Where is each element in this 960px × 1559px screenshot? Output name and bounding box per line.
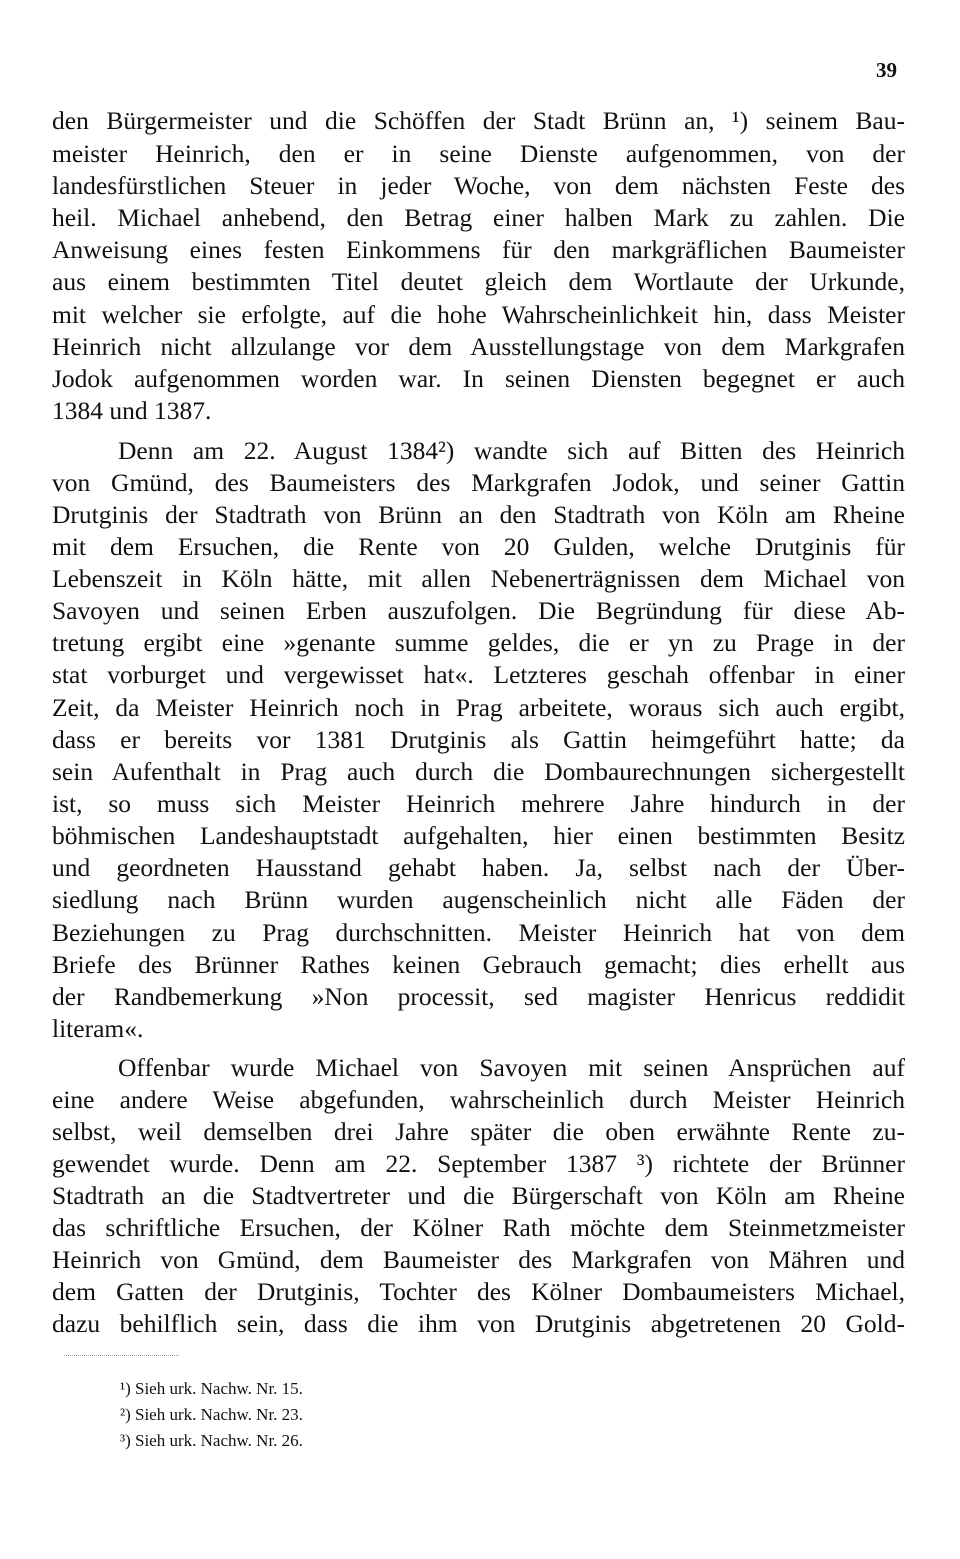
text-line: gewendet wurde. Denn am 22. September 1387 ³) richtete der Brünner (52, 1149, 905, 1178)
text-line: das schriftliche Ersuchen, der Kölner Rath möchte dem Steinmetzmeister (52, 1213, 905, 1242)
text-line: dazu behilflich sein, dass die ihm von Drutginis abgetretenen 20 Gold- (52, 1309, 905, 1338)
text-line: Anweisung eines festen Einkommens für den markgräflichen Baumeister (52, 235, 905, 264)
text-line: Heinrich von Gmünd, dem Baumeister des Markgrafen von Mähren und (52, 1245, 905, 1274)
text-line: landesfürstlichen Steuer in jeder Woche, von dem nächsten Feste des (52, 171, 905, 200)
text-line: tretung ergibt eine »genante summe geldes, die er yn zu Prage in der (52, 628, 905, 657)
footnote: ³) Sieh urk. Nachw. Nr. 26. (120, 1431, 303, 1450)
text-line: Briefe des Brünner Rathes keinen Gebrauch gemacht; dies erhellt aus (52, 950, 905, 979)
text-line: Denn am 22. August 1384²) wandte sich auf Bitten des Heinrich (118, 436, 905, 465)
page-number: 39 (876, 58, 897, 82)
text-line: Zeit, da Meister Heinrich noch in Prag arbeitete, woraus sich auch ergibt, (52, 693, 905, 722)
text-line: Heinrich nicht allzulange vor dem Ausstellungstage von dem Markgrafen (52, 332, 905, 361)
text-line: aus einem bestimmten Titel deutet gleich dem Wortlaute der Urkunde, (52, 267, 905, 296)
footnote: ¹) Sieh urk. Nachw. Nr. 15. (120, 1379, 303, 1398)
text-line: Jodok aufgenommen worden war. In seinen Diensten begegnet er auch (52, 364, 905, 393)
text-line: böhmischen Landeshauptstadt aufgehalten, hier einen bestimmten Besitz (52, 821, 905, 850)
text-line: mit welcher sie erfolgte, auf die hohe Wahrscheinlichkeit hin, dass Meister (52, 300, 905, 329)
text-line: den Bürgermeister und die Schöffen der Stadt Brünn an, ¹) seinem Bau- (52, 106, 905, 135)
text-line: 1384 und 1387. (52, 396, 212, 425)
text-line: ist, so muss sich Meister Heinrich mehrere Jahre hindurch in der (52, 789, 905, 818)
text-line: Beziehungen zu Prag durchschnitten. Meister Heinrich hat von dem (52, 918, 905, 947)
text-line: siedlung nach Brünn wurden augenscheinlich nicht alle Fäden der (52, 885, 905, 914)
text-line: Offenbar wurde Michael von Savoyen mit seinen Ansprüchen auf (118, 1053, 905, 1082)
text-line: und geordneten Hausstand gehabt haben. Ja, selbst nach der Über- (52, 853, 905, 882)
text-line: Drutginis der Stadtrath von Brünn an den Stadtrath von Köln am Rheine (52, 500, 905, 529)
footnote-separator (64, 1355, 179, 1356)
text-line: von Gmünd, des Baumeisters des Markgrafen Jodok, und seiner Gattin (52, 468, 905, 497)
text-line: eine andere Weise abgefunden, wahrscheinlich durch Meister Heinrich (52, 1085, 905, 1114)
text-line: mit dem Ersuchen, die Rente von 20 Gulden, welche Drutginis für (52, 532, 905, 561)
text-line: der Randbemerkung »Non processit, sed magister Henricus reddidit (52, 982, 905, 1011)
text-line: Lebenszeit in Köln hätte, mit allen Nebenerträgnissen dem Michael von (52, 564, 905, 593)
footnote: ²) Sieh urk. Nachw. Nr. 23. (120, 1405, 303, 1424)
text-line: heil. Michael anhebend, den Betrag einer halben Mark zu zahlen. Die (52, 203, 905, 232)
text-line: Stadtrath an die Stadtvertreter und die Bürgerschaft von Köln am Rheine (52, 1181, 905, 1210)
text-line: stat vorburget und vergewisset hat«. Letzteres geschah offenbar in einer (52, 660, 905, 689)
text-line: sein Aufenthalt in Prag auch durch die Dombaurechnungen sichergestellt (52, 757, 905, 786)
text-line: dem Gatten der Drutginis, Tochter des Kölner Dombaumeisters Michael, (52, 1277, 905, 1306)
text-line: Savoyen und seinen Erben auszufolgen. Die Begründung für diese Ab- (52, 596, 905, 625)
text-line: meister Heinrich, den er in seine Dienste aufgenommen, von der (52, 139, 905, 168)
text-line: selbst, weil demselben drei Jahre später die oben erwähnte Rente zu- (52, 1117, 905, 1146)
text-line: dass er bereits vor 1381 Drutginis als Gattin heimgeführt hatte; da (52, 725, 905, 754)
text-line: literam«. (52, 1014, 144, 1043)
